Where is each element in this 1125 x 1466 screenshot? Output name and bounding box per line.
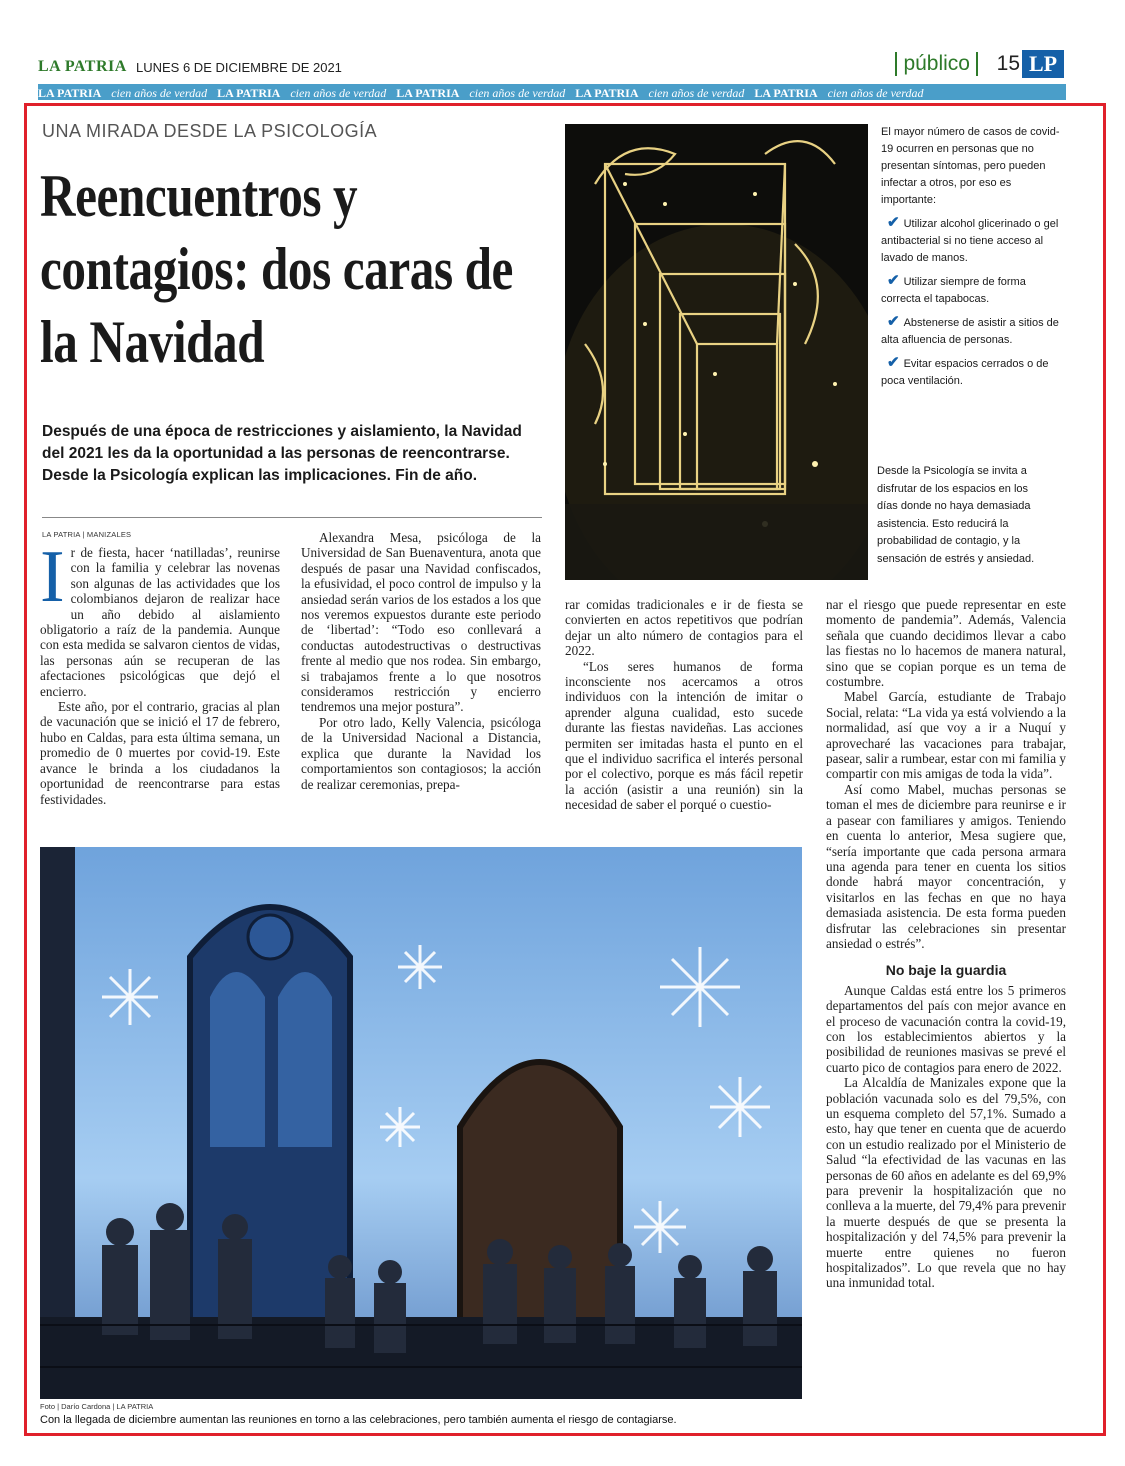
lp-logo: LP: [1022, 50, 1064, 78]
band-brand: LA PATRIA: [217, 86, 281, 100]
article-kicker: UNA MIRADA DESDE LA PSICOLOGÍA: [42, 121, 378, 141]
tip-item: [881, 272, 1066, 308]
paragraph: Mabel García, estudiante de Trabajo Social, relata: “La vida ya está volviendo a la normalidad, así que voy a ir a Nuquí y aprovecharé las vacaciones para trabajar, pasear, salir a rumbear, estar con mi familia y compartir con mis amigas de toda la vida”.: [826, 689, 1066, 782]
column-3: [565, 597, 803, 813]
band-brand: LA PATRIA: [754, 86, 818, 100]
paragraph: Este año, por el contrario, gracias al plan de vacunación que se inició el 17 de febrero, hubo en Caldas, para esta última semana, un promedio de 0 muertes por covid-19. Este avance le brinda a los ciudadanos la oportunidad de reencontrarse para estas festividades.: [40, 699, 280, 807]
byline: LA PATRIA | MANIZALES: [42, 530, 132, 539]
newspaper-brand: LA PATRIA: [38, 58, 127, 75]
paragraph: rar comidas tradicionales e ir de fiesta se convierten en actos repetitivos que podrían dejar un alto número de contagios para el 2022.: [565, 597, 803, 659]
christmas-lights-photo: [565, 124, 868, 580]
sidebar-intro: El mayor número de casos de covid-19 ocurren en personas que no presentan síntomas, pero pueden infectar a otros, por eso es importante:: [881, 126, 1060, 206]
check-icon: ✔: [887, 354, 900, 371]
church-illustration: [40, 847, 802, 1399]
tip-text: Utilizar siempre de forma correcta el tapabocas.: [881, 276, 1026, 305]
column-2: [301, 530, 541, 792]
tip-item: [881, 214, 1066, 267]
paragraph: [40, 536, 280, 699]
photo-caption: Con la llegada de diciembre aumentan las reuniones en torno a las celebraciones, pero también aumenta el riesgo de contagiarse.: [40, 1414, 677, 1426]
paragraph-text: r de fiesta, hacer ‘natilladas’, reunirse con la familia y celebrar las novenas son algunas de las actividades que los colombianos dejaron de realizar hace un año debido al aislamiento obligatorio a raíz de la pandemia. Aunque con esta medida se salvaron cientos de vidas, las personas aún se recuperan de las afectaciones psicológicas que dejó el encierro.: [40, 545, 280, 699]
band-brand: LA PATRIA: [38, 86, 102, 100]
page-number: 15: [996, 52, 1020, 75]
paragraph: Así como Mabel, muchas personas se toman el mes de diciembre para reunirse e ir a pasear con familiares y amigos. Teniendo en cuenta lo anterior, Mesa sugiere que, “sería importante que cada persona armara una agenda para tener en cuenta los sitios donde habrá mayor concentración, y visitarlos en las fechas en que no haya demasiada asistencia. De esta forma pueden disfrutar las celebraciones sin presentar ansiedad o estrés”.: [826, 781, 1066, 951]
photo-credit: Foto | Darío Cardona | LA PATRIA: [40, 1402, 154, 1411]
band-slogan: cien años de verdad: [827, 86, 924, 100]
subheading: No baje la guardia: [885, 962, 1007, 979]
band-brand: LA PATRIA: [575, 86, 639, 100]
lights-photo-caption: Desde la Psicología se invita a disfrutar de los espacios en los días donde no haya demasiada asistencia. Esto reducirá la probabilidad de contagio, y la sensación de estrés y ansiedad.: [877, 465, 1035, 565]
slogan-band: [38, 84, 1066, 100]
paragraph: nar el riesgo que puede representar en este momento de pandemia”. Además, Valencia señala que cuando decidimos llevar a cabo las fiestas no lo hacemos de manera natural, sino que se copian porque es un tema de costumbre.: [826, 597, 1066, 690]
paragraph: Alexandra Mesa, psicóloga de la Universidad de San Buenaventura, anota que después de pasar una Navidad confiscados, la efusividad, el poco control de impulso y la ansiedad serán varios de los estados a los que nos veremos expuestos durante este periodo de ‘libertad’: “Todo eso conllevará a conductas autodestructivas o destructivas frente al medio que nos rodea. Sin embargo, si trabajamos frente a lo que nosotros consideramos restricción y encierro tendremos una mejor postura”.: [301, 530, 541, 715]
band-slogan: cien años de verdad: [111, 86, 208, 100]
paragraph: Por otro lado, Kelly Valencia, psicóloga de la Universidad Nacional a Distancia, explica que durante la Navidad los comportamientos son contagiosos; la acción de realizar ceremonias, prepa-: [301, 714, 541, 792]
band-brand: LA PATRIA: [396, 86, 460, 100]
tip-text: Abstenerse de asistir a sitios de alta afluencia de personas.: [881, 317, 1059, 346]
paragraph: Aunque Caldas está entre los 5 primeros departamentos del país con mejor avance en el proceso de vacunación contra la covid-19, con los establecimientos abiertos y la posibilidad de reuniones masivas se prevé el cuarto pico de contagios para enero de 2022.: [826, 982, 1066, 1075]
lead-divider: [42, 517, 542, 518]
check-icon: ✔: [887, 272, 900, 289]
page-header: [38, 50, 1068, 84]
paragraph: La Alcaldía de Manizales expone que la población vacunada solo es del 79,5%, con un esquema completo del 57,1%. Sumado a esto, hay que tener en cuenta que de acuerdo con un estudio realizado por el Ministerio de Salud “la efectividad de las vacunas en las personas de 60 años en adelante es del 69,9% para prevenir la hospitalización que no conlleva a la muerte, del 79,4% para prevenir la muerte después de que se presenta la hospitalización y del 74,5% para prevenir la muerte entre quienes no fueron hospitalizados”. Lo que revela que no hay una inmunidad total.: [826, 1075, 1066, 1291]
section-name: público: [895, 52, 978, 76]
issue-date: LUNES 6 DE DICIEMBRE DE 2021: [136, 60, 342, 75]
column-1: [40, 536, 280, 807]
check-icon: ✔: [887, 214, 900, 231]
column-4: [826, 597, 1066, 1291]
band-slogan: cien años de verdad: [290, 86, 387, 100]
paragraph: “Los seres humanos de forma inconsciente nos acercamos a otros individuos con la intención de imitar o aprender alguna cualidad, esto sucede durante las fiestas navideñas. Las acciones permiten ser imitadas hasta el punto en el que el individuo sacrifica el interés personal por el colectivo, porque es más fácil repetir la acción (asistir a una reunión) sin la necesidad de saber el porqué o cuestio-: [565, 658, 803, 813]
band-slogan: cien años de verdad: [648, 86, 745, 100]
tip-text: Utilizar alcohol glicerinado o gel antibacterial si no tiene acceso al lavado de manos.: [881, 218, 1059, 264]
prevention-sidebar: [881, 124, 1066, 390]
lights-illustration: [565, 124, 868, 580]
check-icon: ✔: [887, 313, 900, 330]
drop-cap: I: [40, 536, 65, 618]
tip-text: Evitar espacios cerrados o de poca ventilación.: [881, 358, 1049, 387]
article-title: Reencuentros y contagios: dos caras de la Navidad: [40, 163, 513, 375]
band-slogan: cien años de verdad: [469, 86, 566, 100]
church-projection-photo: [40, 847, 802, 1399]
tip-item: [881, 313, 1066, 349]
article-lead: Después de una época de restricciones y aislamiento, la Navidad del 2021 les da la oportunidad a las personas de reencontrarse. Desde la Psicología explican las implicaciones. Fin de año.: [42, 423, 522, 484]
tip-item: [881, 354, 1066, 390]
